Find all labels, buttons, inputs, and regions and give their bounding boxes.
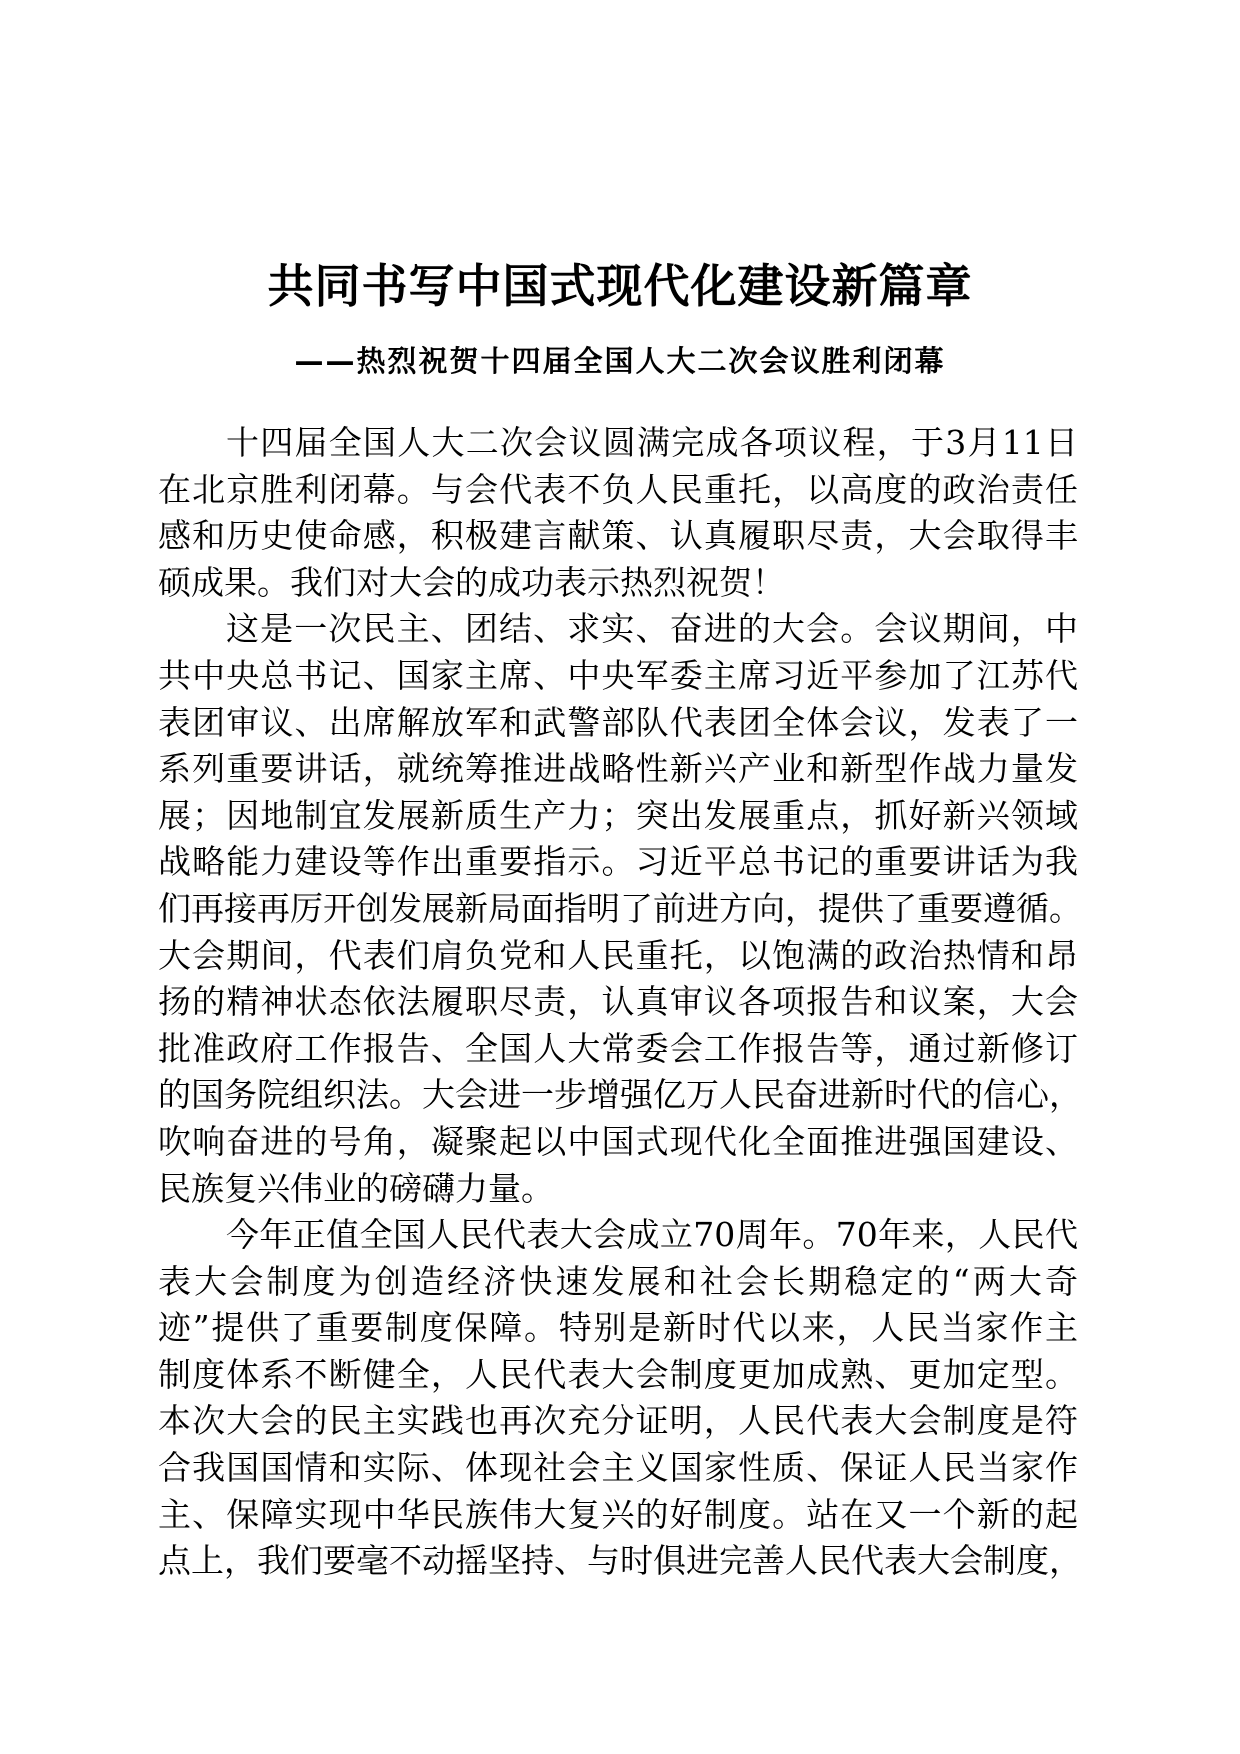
document-body (158, 420, 1082, 1585)
text-line: 批准政府工作报告、全国人大常委会工作报告等，通过新修订 (158, 1028, 1078, 1068)
text-line: 大会期间，代表们肩负党和人民重托，以饱满的政治热情和昂 (158, 935, 1078, 975)
document-subtitle: ——热烈祝贺十四届全国人大二次会议胜利闭幕 (294, 344, 946, 378)
text-line: 迹”提供了重要制度保障。特别是新时代以来，人民当家作主 (158, 1308, 1078, 1348)
paragraph-3 (158, 1212, 1082, 1585)
paragraph-2 (158, 606, 1082, 1212)
text-line: 这是一次民主、团结、求实、奋进的大会。会议期间，中 (226, 609, 1078, 649)
text-line: 感和历史使命感，积极建言献策、认真履职尽责，大会取得丰 (158, 516, 1078, 556)
text-line: 表团审议、出席解放军和武警部队代表团全体会议，发表了一 (158, 702, 1078, 742)
text-line: 吹响奋进的号角，凝聚起以中国式现代化全面推进强国建设、 (158, 1121, 1078, 1161)
text-line: 合我国国情和实际、体现社会主义国家性质、保证人民当家作 (158, 1448, 1078, 1488)
text-line: 共中央总书记、国家主席、中央军委主席习近平参加了江苏代 (158, 655, 1078, 695)
text-line: 十四届全国人大二次会议圆满完成各项议程，于3月11日 (226, 423, 1078, 462)
document-title: 共同书写中国式现代化建设新篇章 (267, 259, 973, 313)
text-line: 民族复兴伟业的磅礴力量。 (158, 1168, 554, 1208)
paragraph-1 (158, 420, 1078, 606)
text-line: 在北京胜利闭幕。与会代表不负人民重托，以高度的政治责任 (158, 469, 1078, 509)
text-line: 表大会制度为创造经济快速发展和社会长期稳定的“两大奇 (158, 1261, 1078, 1301)
text-line: 的国务院组织法。大会进一步增强亿万人民奋进新时代的信心， (158, 1075, 1082, 1115)
text-line: 本次大会的民主实践也再次充分证明，人民代表大会制度是符 (158, 1401, 1078, 1441)
text-line: 扬的精神状态依法履职尽责，认真审议各项报告和议案，大会 (158, 982, 1078, 1022)
text-line: 系列重要讲话，就统筹推进战略性新兴产业和新型作战力量发 (158, 749, 1078, 789)
text-line: 们再接再厉开创发展新局面指明了前进方向，提供了重要遵循。 (158, 888, 1082, 928)
text-line: 展；因地制宜发展新质生产力；突出发展重点，抓好新兴领域 (158, 795, 1078, 835)
text-line: 硕成果。我们对大会的成功表示热烈祝贺！ (158, 562, 785, 602)
text-line: 制度体系不断健全，人民代表大会制度更加成熟、更加定型。 (158, 1354, 1078, 1394)
text-line: 主、保障实现中华民族伟大复兴的好制度。站在又一个新的起 (158, 1494, 1078, 1534)
text-line: 战略能力建设等作出重要指示。习近平总书记的重要讲话为我 (158, 842, 1078, 882)
text-line: 今年正值全国人民代表大会成立70周年。70年来，人民代 (226, 1215, 1078, 1255)
text-line: 点上，我们要毫不动摇坚持、与时俱进完善人民代表大会制度， (158, 1541, 1082, 1581)
